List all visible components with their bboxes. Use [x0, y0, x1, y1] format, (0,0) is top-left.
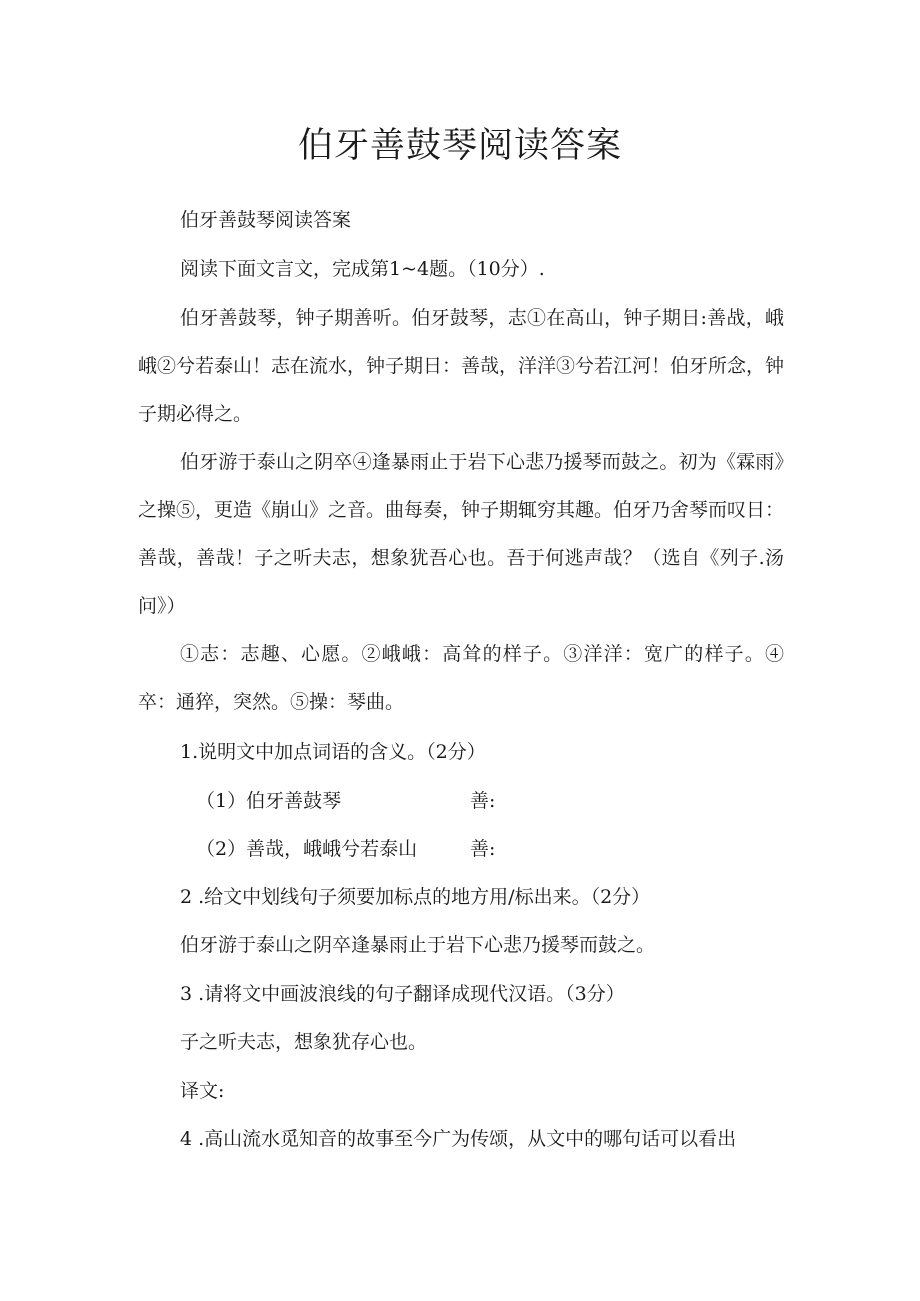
question-3-answer-label: 译文:: [180, 1080, 225, 1102]
subtitle: 伯牙善鼓琴阅读答案: [180, 209, 352, 231]
question-2: 2 .给文中划线句子须要加标点的地方用/标出来。（2分）: [180, 886, 651, 908]
question-3: 3 .请将文中画波浪线的句子翻译成现代汉语。（3分）: [180, 983, 625, 1005]
document-title: 伯牙善鼓琴阅读答案: [297, 126, 622, 166]
question-1-item-1-answer-label: 善:: [470, 790, 496, 812]
instruction-text: 阅读下面文言文，完成第1~4题。（10分）.: [180, 258, 545, 280]
question-1-item-1: （1）伯牙善鼓琴: [196, 790, 342, 812]
question-2-sentence: 伯牙游于泰山之阴卒逢暴雨止于岩下心悲乃援琴而鼓之。: [180, 934, 656, 956]
annotation-notes: ①志：志趣、心愿。②峨峨：高耸的样子。③洋洋：宽广的样子。④卒：通猝，突然。⑤操：琴曲。: [138, 643, 784, 713]
question-3-sentence: 子之听夫志，想象犹存心也。: [180, 1031, 428, 1053]
paragraph-2: 伯牙游于泰山之阴卒④逢暴雨止于岩下心悲乃援琴而鼓之。初为《霖雨》之操⑤，更造《崩山》之音。曲每奏，钟子期辄穷其趣。伯牙乃舍琴而叹日：善哉，善哉！子之听夫志，想象犹吾心也。吾于何逃声哉？（选自《列子.汤问》）: [138, 451, 785, 617]
question-1-item-2-answer-label: 善:: [470, 838, 496, 860]
question-1: 1.说明文中加点词语的含义。（2分）: [180, 741, 486, 763]
question-4: 4 .高山流水觅知音的故事至今广为传颂，从文中的哪句话可以看出: [180, 1128, 737, 1150]
paragraph-1: 伯牙善鼓琴，钟子期善听。伯牙鼓琴，志①在高山，钟子期日:善战，峨峨②兮若泰山！志在流水，钟子期日：善哉，洋洋③兮若江河！伯牙所念，钟子期必得之。: [138, 307, 785, 425]
question-1-item-2: （2）善哉，峨峨兮若泰山: [196, 838, 418, 860]
